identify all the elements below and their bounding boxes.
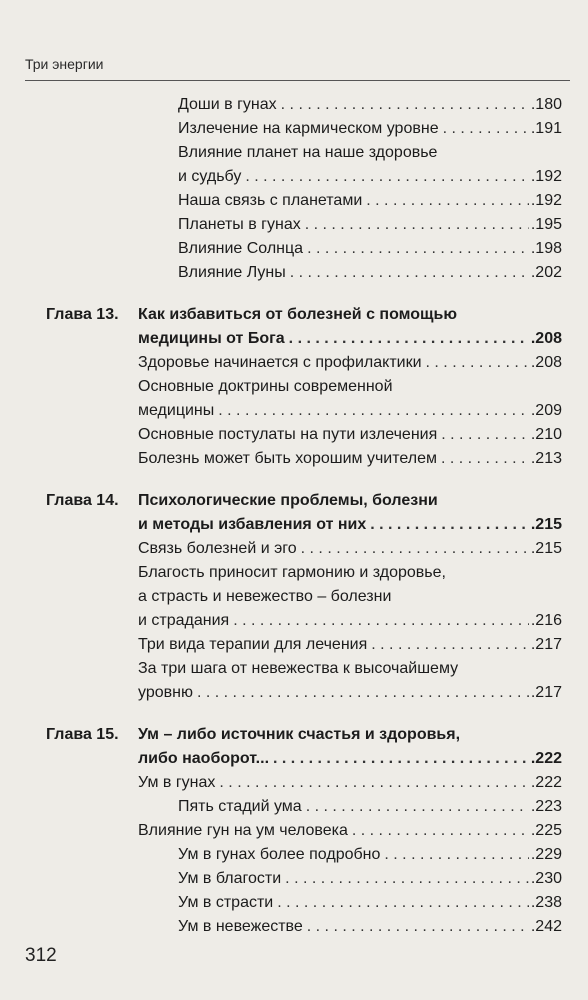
dot-leader (277, 891, 529, 915)
entry-title: Влияние Солнца (178, 240, 304, 257)
toc-entry[interactable] (178, 891, 562, 915)
entry-title: медицины (138, 402, 215, 419)
page-ref: .192 (530, 168, 562, 185)
entry-title: Ум в невежестве (178, 918, 303, 935)
dot-leader (441, 423, 529, 447)
entry-title: Наша связь с планетами (178, 192, 363, 209)
entry-title: За три шага от невежества к высочайшему (138, 660, 459, 677)
dot-leader (285, 867, 529, 891)
entry-title: Три вида терапии для лечения (138, 636, 368, 653)
dot-leader (219, 771, 528, 795)
page-ref: .213 (530, 450, 562, 467)
toc-entry[interactable] (138, 561, 562, 633)
chapter-entry[interactable] (46, 489, 562, 537)
entry-title: Благость приносит гармонию и здоровье, (138, 564, 446, 581)
entry-title: уровню (138, 684, 193, 701)
dot-leader (307, 915, 529, 939)
page-ref: .202 (530, 264, 562, 281)
chapter-number: Глава 14. (46, 492, 119, 509)
toc-entry[interactable] (178, 117, 562, 141)
header-rule (25, 80, 570, 81)
chapter-number: Глава 13. (46, 306, 119, 323)
entry-title: Здоровье начинается с профилактики (138, 354, 422, 371)
dot-leader (233, 609, 529, 633)
toc-entry[interactable] (178, 93, 562, 117)
page-ref: .208 (530, 330, 562, 347)
page-ref: .192 (530, 192, 562, 209)
page-ref: .208 (530, 354, 562, 371)
dot-leader (366, 189, 529, 213)
entry-title: Излечение на кармическом уровне (178, 120, 439, 137)
toc-entry[interactable] (178, 141, 562, 189)
page-ref: .215 (530, 540, 562, 557)
chapter-title: Ум – либо источник счастья и здоровья, (138, 726, 461, 743)
toc-entry[interactable] (178, 213, 562, 237)
entry-title: и судьбу (178, 168, 242, 185)
running-header: Три энергии (25, 56, 104, 72)
dot-leader (218, 399, 529, 423)
entry-title: Ум в гунах более подробно (178, 846, 381, 863)
dot-leader (443, 117, 529, 141)
dot-leader (306, 795, 529, 819)
toc-entry[interactable] (178, 915, 562, 939)
dot-leader (305, 213, 529, 237)
page-ref: .210 (530, 426, 562, 443)
chapter-title: медицины от Бога (138, 330, 285, 347)
dot-leader (245, 165, 529, 189)
chapter-entry[interactable] (46, 303, 562, 351)
page-ref: .229 (530, 846, 562, 863)
page-ref: .180 (530, 96, 562, 113)
toc-entry[interactable] (138, 447, 562, 471)
dot-leader (289, 327, 529, 351)
entry-title: Влияние Луны (178, 264, 286, 281)
entry-title: Влияние гун на ум человека (138, 822, 348, 839)
dot-leader (281, 93, 529, 117)
toc-entry[interactable] (178, 189, 562, 213)
page-ref: .225 (530, 822, 562, 839)
dot-leader (441, 447, 529, 471)
dot-leader (290, 261, 529, 285)
page-ref: .215 (530, 516, 562, 533)
dot-leader (426, 351, 529, 375)
page-number: 312 (25, 945, 57, 966)
toc-entry[interactable] (138, 819, 562, 843)
chapter-number: Глава 15. (46, 726, 119, 743)
page-ref: .209 (530, 402, 562, 419)
toc-entry[interactable] (138, 657, 562, 705)
toc-entry[interactable] (138, 537, 562, 561)
entry-title: а страсть и невежество – болезни (138, 588, 392, 605)
entry-title: Основные доктрины современной (138, 378, 393, 395)
chapter-title: либо наоборот... (138, 750, 270, 767)
toc-entry[interactable] (138, 771, 562, 795)
toc-entry[interactable] (138, 375, 562, 423)
dot-leader (307, 237, 529, 261)
dot-leader (197, 681, 529, 705)
page-ref: .242 (530, 918, 562, 935)
entry-title: Ум в гунах (138, 774, 216, 791)
toc-entry[interactable] (178, 261, 562, 285)
entry-title: Планеты в гунах (178, 216, 301, 233)
chapter-title: и методы избавления от них (138, 516, 367, 533)
entry-title: Основные постулаты на пути излечения (138, 426, 438, 443)
toc-entry[interactable] (138, 423, 562, 447)
chapter-title: Психологические проблемы, болезни (138, 492, 438, 509)
page-ref: .191 (530, 120, 562, 137)
toc-entry[interactable] (178, 867, 562, 891)
toc-entry[interactable] (138, 633, 562, 657)
page-ref: .217 (530, 684, 562, 701)
chapter-title: Как избавиться от болезней с помощью (138, 306, 458, 323)
entry-title: Доши в гунах (178, 96, 277, 113)
page-ref: .223 (530, 798, 562, 815)
dot-leader (371, 633, 529, 657)
entry-title: Влияние планет на наше здоровье (178, 144, 438, 161)
chapter-entry[interactable] (46, 723, 562, 771)
dot-leader (273, 747, 529, 771)
page-ref: .217 (530, 636, 562, 653)
entry-title: Ум в благости (178, 870, 282, 887)
page-ref: .222 (530, 750, 562, 767)
page-ref: .195 (530, 216, 562, 233)
page-ref: .222 (530, 774, 562, 791)
entry-title: Ум в страсти (178, 894, 274, 911)
page-ref: .216 (530, 612, 562, 629)
entry-title: Болезнь может быть хорошим учителем (138, 450, 437, 467)
entry-title: и страдания (138, 612, 230, 629)
toc-entry[interactable] (138, 351, 562, 375)
dot-leader (301, 537, 529, 561)
toc-entry[interactable] (178, 795, 562, 819)
toc-entry[interactable] (178, 843, 562, 867)
page-ref: .238 (530, 894, 562, 911)
page-ref: .230 (530, 870, 562, 887)
entry-title: Пять стадий ума (178, 798, 302, 815)
dot-leader (352, 819, 529, 843)
toc-entry[interactable] (178, 237, 562, 261)
dot-leader (384, 843, 528, 867)
page-ref: .198 (530, 240, 562, 257)
entry-title: Связь болезней и эго (138, 540, 297, 557)
dot-leader (370, 513, 529, 537)
